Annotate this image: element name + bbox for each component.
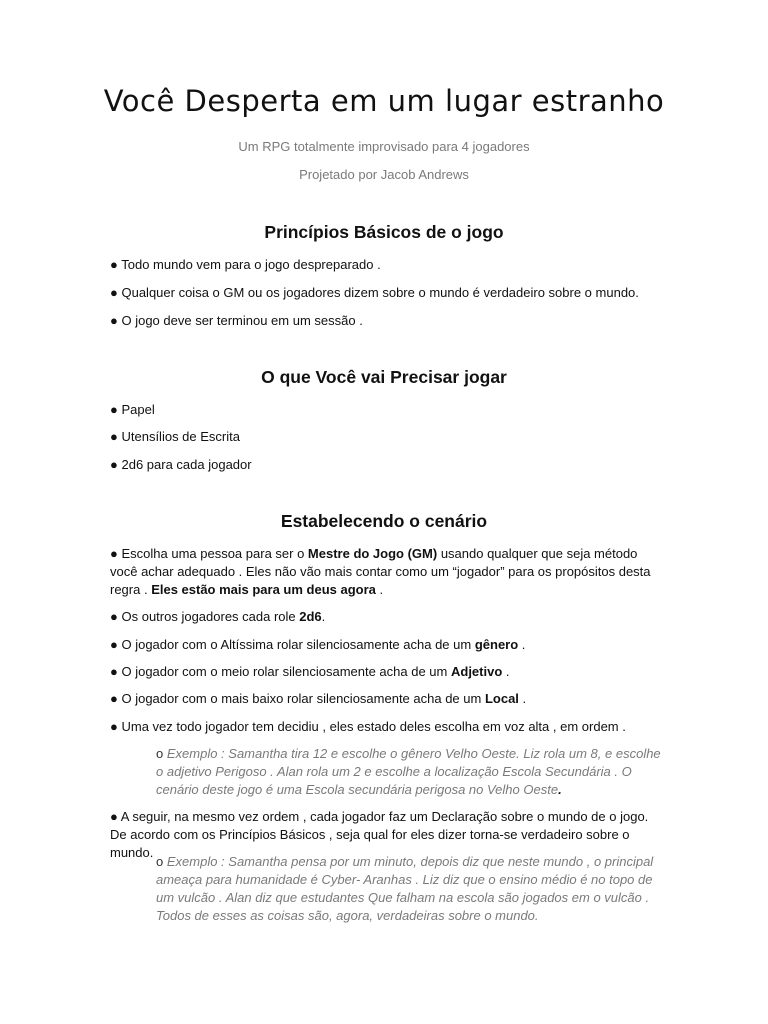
subtitle-author: Projetado por Jacob Andrews bbox=[299, 167, 469, 182]
heading-needs: O que Você vai Precisar jogar bbox=[261, 367, 507, 387]
list-item-text: A seguir, na mesmo vez ordem , cada jogador faz um Declaração sobre o mundo de o jogo. De acordo com os Princípios Básicos , seja qual for eles dizer torna-se verdadeiro sobre o mundo. bbox=[110, 809, 649, 860]
list-item bbox=[110, 456, 662, 474]
document-title: Você Desperta em um lugar estranho bbox=[103, 84, 665, 118]
bold-term: 2d6 bbox=[299, 609, 322, 624]
list-item bbox=[110, 718, 662, 736]
list-item bbox=[110, 545, 662, 599]
list-item-text: Utensílios de Escrita bbox=[121, 429, 240, 444]
list-item-text: O jogador com o meio rolar silenciosamente acha de um bbox=[121, 664, 451, 679]
example-text: Exemplo : Samantha tira 12 e escolhe o gênero Velho Oeste. Liz rola um 8, e escolhe o adjetivo Perigoso . Alan rola um 2 e escolhe a localização Escola Secundária . O cenário deste jogo é uma Escola secundária perigosa no Velho Oeste bbox=[156, 746, 661, 797]
bullet-icon: ● bbox=[110, 429, 118, 444]
list-item-text: . bbox=[502, 664, 510, 679]
bullet-icon: ● bbox=[110, 402, 118, 417]
heading-setting: Estabelecendo o cenário bbox=[280, 511, 488, 531]
list-item bbox=[110, 663, 662, 681]
bullet-icon: ● bbox=[110, 313, 118, 328]
list-item bbox=[110, 428, 662, 446]
list-item-text: 2d6 para cada jogador bbox=[121, 457, 252, 472]
list-item-text: . bbox=[321, 609, 326, 624]
list-item bbox=[110, 636, 662, 654]
sub-bullet-icon: o bbox=[156, 854, 164, 869]
list-item bbox=[110, 608, 662, 626]
bullet-icon: ● bbox=[110, 809, 118, 824]
bullet-icon: ● bbox=[110, 457, 118, 472]
list-item bbox=[110, 401, 662, 419]
list-item bbox=[110, 690, 662, 708]
bold-term: Eles estão mais para um deus agora bbox=[151, 582, 376, 597]
list-item-text: Todo mundo vem para o jogo despreparado . bbox=[121, 257, 381, 272]
bold-term: Adjetivo bbox=[450, 664, 503, 679]
subtitle-description: Um RPG totalmente improvisado para 4 jogadores bbox=[238, 139, 530, 154]
list-item-text: Os outros jogadores cada role bbox=[121, 609, 300, 624]
example-end: . bbox=[558, 782, 562, 797]
list-item-text: . bbox=[518, 637, 526, 652]
bullet-icon: ● bbox=[110, 637, 118, 652]
list-item-text: Papel bbox=[121, 402, 155, 417]
bullet-icon: ● bbox=[110, 546, 118, 561]
bullet-icon: ● bbox=[110, 719, 118, 734]
example-block bbox=[156, 853, 662, 925]
list-item-text: Qualquer coisa o GM ou os jogadores dizem sobre o mundo é verdadeiro sobre o mundo. bbox=[121, 285, 639, 300]
sub-bullet-icon: o bbox=[156, 746, 164, 761]
list-item-text: . bbox=[375, 582, 384, 597]
heading-principles: Princípios Básicos de o jogo bbox=[264, 222, 504, 242]
list-item bbox=[110, 284, 662, 302]
list-item-text: usando qualquer que seja método você achar adequado . Eles não vão mais contar como um “jogador” para os propósitos desta regra . bbox=[110, 546, 651, 597]
list-item bbox=[110, 256, 662, 274]
bold-term: Local bbox=[484, 691, 519, 706]
list-item-text: O jogador com o Altíssima rolar silenciosamente acha de um bbox=[121, 637, 475, 652]
bullet-icon: ● bbox=[110, 257, 118, 272]
example-text: Exemplo : Samantha pensa por um minuto, depois diz que neste mundo , o principal ameaça para humanidade é Cyber- Aranhas . Liz diz que o ensino médio é no topo de um vulcão . Alan diz que estudantes Que falham na escola são jogados em o vulcão . Todos de esses as coisas são, agora, verdadeiras sobre o mundo. bbox=[156, 854, 654, 923]
list-item-text: O jogo deve ser terminou em um sessão . bbox=[121, 313, 363, 328]
bullet-icon: ● bbox=[110, 609, 118, 624]
list-item-text: . bbox=[518, 691, 527, 706]
example-block bbox=[156, 745, 662, 799]
bullet-icon: ● bbox=[110, 285, 118, 300]
bullet-icon: ● bbox=[110, 691, 118, 706]
list-item-text: Escolha uma pessoa para ser o bbox=[121, 546, 308, 561]
bullet-icon: ● bbox=[110, 664, 118, 679]
list-item-text: Uma vez todo jogador tem decidiu , eles estado deles escolha em voz alta , em ordem . bbox=[121, 719, 626, 734]
bold-term: gênero bbox=[474, 637, 519, 652]
bold-term: Mestre do Jogo (GM) bbox=[307, 546, 438, 561]
list-item-text: O jogador com o mais baixo rolar silenciosamente acha de um bbox=[121, 691, 485, 706]
list-item bbox=[110, 312, 662, 330]
